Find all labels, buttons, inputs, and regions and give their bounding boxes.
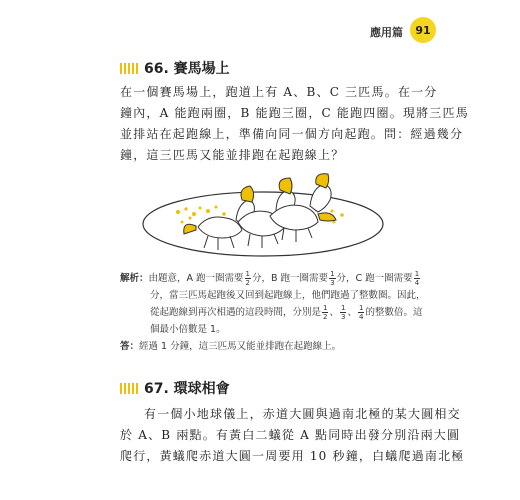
answer-label: 答： <box>120 341 140 352</box>
fraction-num: 1 <box>330 270 335 278</box>
fraction <box>329 270 335 287</box>
fraction-num: 1 <box>323 304 328 312</box>
solution-line-3 <box>120 304 423 321</box>
solution-66 <box>120 270 426 355</box>
problem-67-title-row <box>120 378 230 398</box>
fraction-num: 1 <box>341 304 346 312</box>
fraction <box>414 270 420 287</box>
title-bars-icon <box>120 383 138 394</box>
problem-66-line: 鐘，這三匹馬又能並排跑在起跑線上？ <box>120 148 345 162</box>
fraction <box>340 304 346 321</box>
answer-line <box>120 338 420 355</box>
problem-66-title-row <box>120 58 230 78</box>
problem-66-title: 66. 賽馬場上 <box>144 61 230 77</box>
fraction-den: 3 <box>341 313 346 321</box>
fraction-den: 2 <box>245 279 251 287</box>
problem-66-text <box>120 82 469 166</box>
problem-67-line: 於 A、B 兩點。有黃白二蟻從 A 點同時出發分別沿兩大圓 <box>120 428 461 442</box>
separator: 、 <box>329 307 339 318</box>
solution-line-2: 分，當三匹馬起跑後又回到起跑線上，他們跑過了整數圈。因此， <box>150 290 426 301</box>
fraction-num: 1 <box>245 270 251 278</box>
fraction-den: 2 <box>323 313 328 321</box>
solution-text: 由題意，A 跑一圈需要 <box>148 273 244 284</box>
racetrack-illustration <box>138 172 388 267</box>
solution-text: 從起跑線到再次相遇的這段時間，分別是 <box>150 307 322 318</box>
problem-67-line: 有一個小地球儀上，赤道大圓與過南北極的某大圓相交 <box>144 407 461 421</box>
page-number: 91 <box>410 17 436 43</box>
fraction <box>245 270 251 287</box>
fraction <box>358 304 364 321</box>
section-header: 應用篇 <box>370 26 403 39</box>
solution-label: 解析： <box>120 273 149 284</box>
solution-line-1 <box>120 270 420 287</box>
fraction-num: 1 <box>358 304 364 312</box>
problem-66-line: 鐘內，A 能跑兩圈，B 能跑三圈，C 能跑四圈。現將三匹馬 <box>120 106 469 120</box>
problem-66-line: 並排站在起跑線上，準備向同一個方向起跑。問：經過幾分 <box>120 127 464 141</box>
solution-text: 分，C 跑一圈需要 <box>336 273 413 284</box>
solution-text: 的整數倍。這 <box>365 307 423 318</box>
answer-text: 經過 1 分鐘，這三匹馬又能並排跑在起跑線上。 <box>139 341 342 352</box>
solution-text: 分，B 跑一圈需要 <box>252 273 329 284</box>
fraction-den: 3 <box>330 279 335 287</box>
fraction-den: 4 <box>414 279 420 287</box>
problem-66-line: 在一個賽馬場上，跑道上有 A、B、C 三匹馬。在一分 <box>120 85 438 99</box>
fraction-den: 4 <box>358 313 364 321</box>
problem-67-text <box>120 404 465 467</box>
problem-67-title: 67. 環球相會 <box>144 381 230 397</box>
fraction-num: 1 <box>414 270 420 278</box>
solution-line-4: 個最小倍數是 1。 <box>150 324 226 335</box>
separator: 、 <box>347 307 357 318</box>
fraction <box>322 304 328 321</box>
title-bars-icon <box>120 63 138 74</box>
problem-67-line: 爬行，黃蟻爬赤道大圓一周要用 10 秒鐘，白蟻爬過南北極 <box>120 449 465 463</box>
